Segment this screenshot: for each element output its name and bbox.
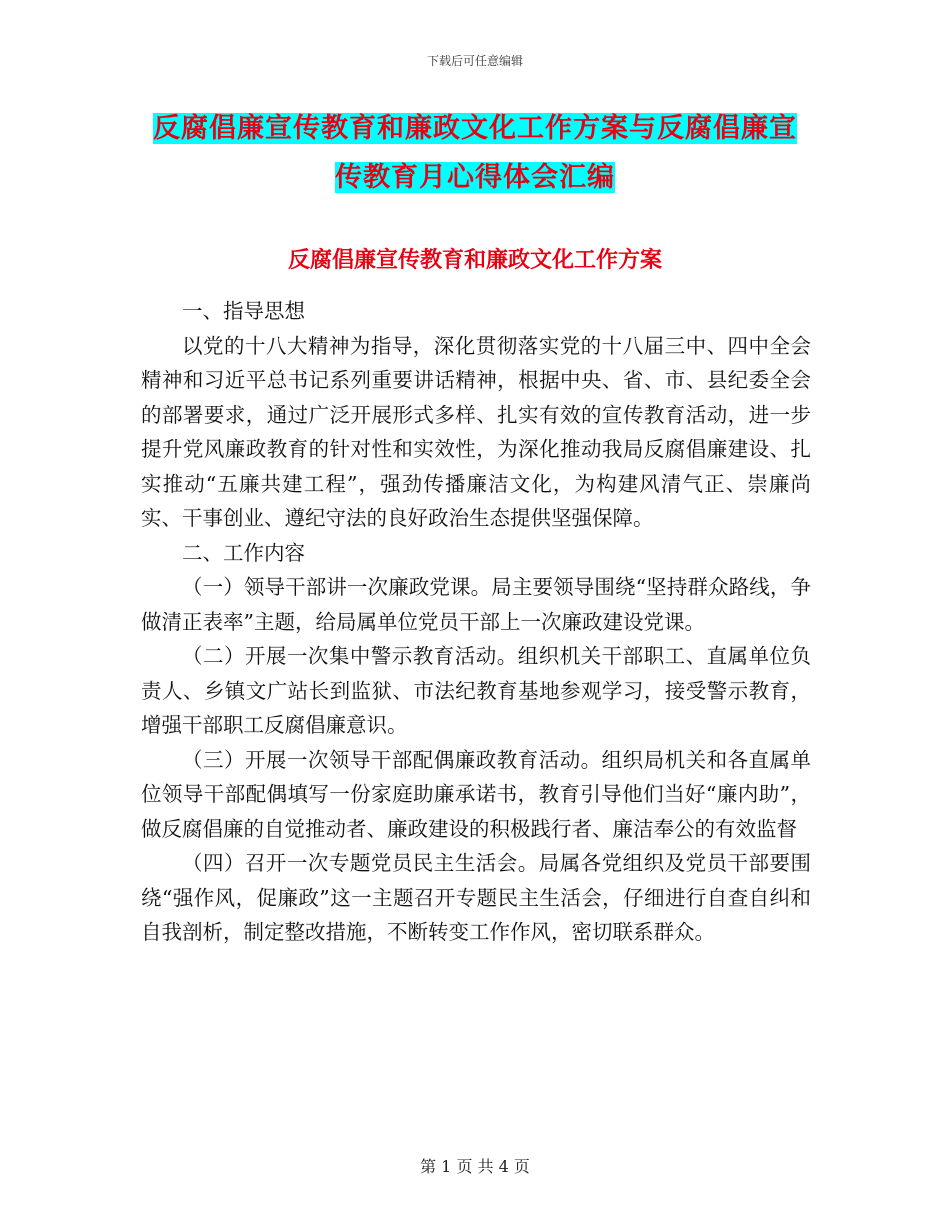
page-footer: 第 1 页 共 4 页 <box>420 1157 530 1176</box>
heading-guiding-ideology: 一、指导思想 <box>182 299 305 323</box>
paragraph-item-2: （二）开展一次集中警示教育活动。组织机关干部职工、直属单位负责人、乡镇文广站长到监狱、市法纪教育基地参观学习，接受警示教育，增强干部职工反腐倡廉意识。 <box>141 644 811 737</box>
paragraph-item-4: （四）召开一次专题党员民主生活会。局属各党组织及党员干部要围绕“强作风，促廉政”这一主题召开专题民主生活会，仔细进行自查自纠和自我剖析，制定整改措施，不断转变工作作风，密切联系群众。 <box>141 851 811 944</box>
document-main-title <box>140 104 810 202</box>
heading-work-content: 二、工作内容 <box>182 540 305 565</box>
page-header-note: 下载后可任意编辑 <box>426 54 523 68</box>
section-title: 反腐倡廉宣传教育和廉政文化工作方案 <box>287 247 662 273</box>
main-title-highlight: 反腐倡廉宣传教育和廉政文化工作方案与反腐倡廉宣传教育月心得体会汇编 <box>153 113 797 193</box>
paragraph-item-3: （三）开展一次领导干部配偶廉政教育活动。组织局机关和各直属单位领导干部配偶填写一份家庭助廉承诺书，教育引导他们当好“廉内助”，做反腐倡廉的自觉推动者、廉政建设的积极践行者、廉洁奉公的有效监督 <box>141 747 811 841</box>
document-body <box>141 294 811 950</box>
paragraph-item-1: （一）领导干部讲一次廉政党课。局主要领导围绕“坚持群众路线，争做清正表率”主题，给局属单位党员干部上一次廉政建设党课。 <box>141 575 811 634</box>
paragraph-guiding-ideology: 以党的十八大精神为指导，深化贯彻落实党的十八届三中、四中全会精神和习近平总书记系列重要讲话精神，根据中央、省、市、县纪委全会的部署要求，通过广泛开展形式多样、扎实有效的宣传教育活动，进一步提升党风廉政教育的针对性和实效性，为深化推动我局反腐倡廉建设、扎实推动“五廉共建工程”，强劲传播廉洁文化，为构建风清气正、崇廉尚实、干事创业、遵纪守法的良好政治生态提供坚强保障。 <box>141 333 811 530</box>
